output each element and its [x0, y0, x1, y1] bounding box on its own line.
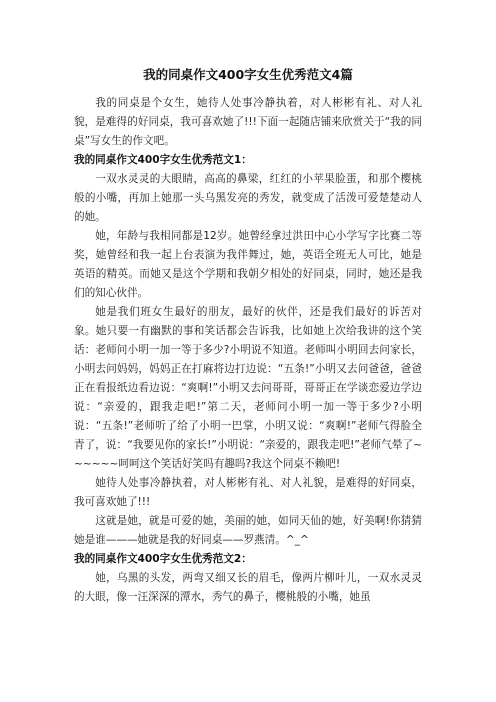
section2-paragraph-1: 她，乌黑的头发，两弯又细又长的眉毛，像两片柳叶儿，一双水灵灵的大眼，像一汪深深的潭水，秀气的鼻子，樱桃般的小嘴，她虽 [74, 572, 422, 603]
section-heading-1: 我的同桌作文400字女生优秀范文1： [74, 154, 252, 166]
section1-paragraph-1: 一双水灵灵的大眼睛，高高的鼻梁，红红的小苹果脸蛋，和那个樱桃般的小嘴，再加上她那一头乌黑发亮的秀发，就变成了活泼可爱楚楚动人的她。 [74, 173, 422, 223]
document-title: 我的同桌作文400字女生优秀范文4篇 [143, 67, 353, 82]
section1-paragraph-2: 她，年龄与我相同都是12岁。她曾经拿过洪田中心小学写字比赛二等奖，她曾经和我一起上台表演为我伴舞过，她，英语全班无人可比，她是英语的精英。而她又是这个学期和我朝夕相处的好同桌，同时，她还是我们的知心伙伴。 [74, 230, 422, 299]
intro-paragraph: 我的同桌是个女生，她待人处事冷静执着，对人彬彬有礼、对人礼貌，是难得的好同桌，我可喜欢她了!!!下面一起随店铺来欣赏关于“我的同桌”写女生的作文吧。 [74, 97, 422, 147]
section-heading-2: 我的同桌作文400字女生优秀范文2： [74, 553, 252, 565]
section1-paragraph-3: 她是我们班女生最好的朋友，最好的伙伴，还是我们最好的诉苦对象。她只要一有幽默的事和笑话都会告诉我，比如她上次给我讲的这个笑话：老师问小明一加一等于多少?小明说不知道。老师叫小明回去问家长，小明去问妈妈，妈妈正在打麻将边打边说：“五条!”小明又去问爸爸，爸爸正在看报纸边看边说：“爽啊!”小明又去问哥哥，哥哥正在学谈恋爱边学边说：“亲爱的，跟我走吧!”第二天，老师问小明一加一等于多少?小明说：“五条!”老师听了给了小明一巴掌，小明又说：“爽啊!”老师气得脸全青了，说：“我要见你的家长!”小明说：“亲爱的，跟我走吧!”老师气晕了~~~~~~呵呵这个笑话好笑吗有趣吗?我这个同桌不赖吧! [74, 306, 422, 470]
section1-paragraph-4: 她待人处事冷静执着，对人彬彬有礼、对人礼貌，是难得的好同桌，我可喜欢她了!!! [74, 477, 422, 508]
section1-paragraph-5: 这就是她，就是可爱的她，美丽的她，如同天仙的她，好美啊!你猜猜她是谁———她就是我的好同桌——罗燕清。^_^ [74, 515, 422, 546]
